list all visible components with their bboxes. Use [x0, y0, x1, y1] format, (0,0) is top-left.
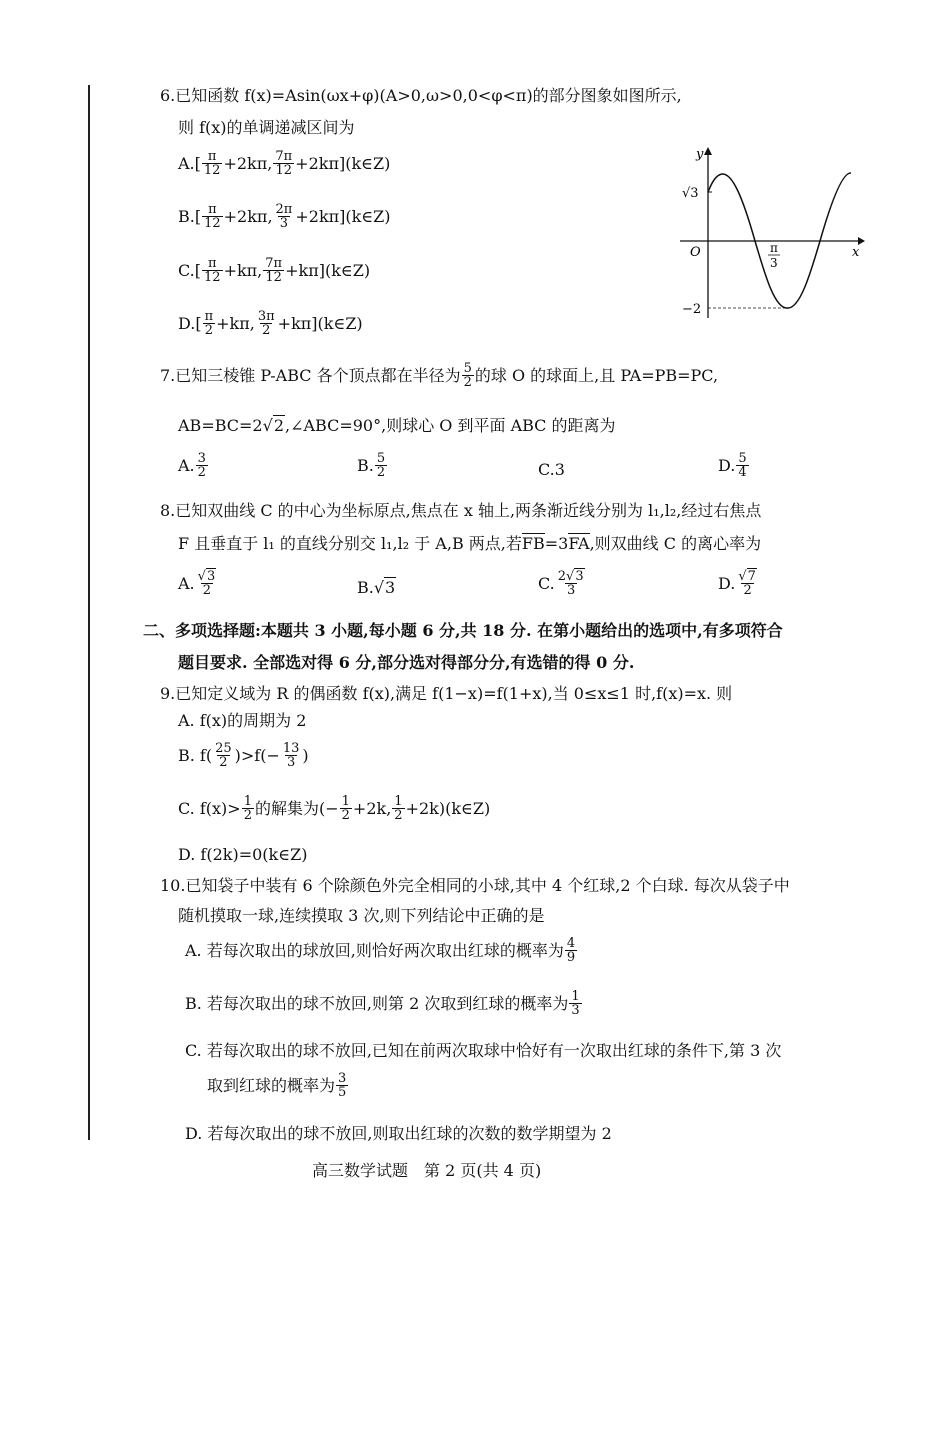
- x-tick-denominator: 3: [770, 256, 778, 270]
- radical: √3: [373, 578, 396, 597]
- fraction: [213, 742, 234, 769]
- q6-option-c: [178, 257, 370, 284]
- q9-option-b: [178, 742, 309, 769]
- q7-option-c: [538, 462, 565, 478]
- origin-label: O: [690, 245, 701, 260]
- text: +kπ](k∈Z): [285, 260, 371, 280]
- option-label: D.: [718, 573, 736, 593]
- denominator: 12: [204, 270, 221, 285]
- q9-option-d: D. f(2k)=0(k∈Z): [178, 845, 308, 864]
- text: ,则双曲线 C 的离心率为: [589, 534, 762, 553]
- q7-option-a: [178, 452, 209, 479]
- x-axis-arrow: [858, 237, 865, 245]
- fraction: [736, 452, 748, 479]
- denominator: 12: [275, 163, 293, 178]
- q8-option-a: [178, 570, 219, 597]
- q10-stem-line2: 随机摸取一球,连续摸取 3 次,则下列结论中正确的是: [178, 906, 545, 925]
- x-tick-numerator: π: [770, 241, 778, 255]
- text: 取到红球的概率为: [207, 1075, 336, 1095]
- option-label: C.: [538, 573, 555, 593]
- fraction: [569, 990, 581, 1017]
- option-label: A.: [178, 573, 195, 593]
- option-label: C.: [538, 460, 555, 479]
- q8-option-b: [357, 580, 396, 596]
- text: 7.已知三棱锥 P-ABC 各个顶点都在半径为: [160, 365, 461, 385]
- y-max-label: √3: [682, 186, 699, 201]
- numerator: π: [208, 202, 217, 217]
- numerator: 3π: [257, 309, 275, 324]
- denominator: 2: [743, 583, 752, 598]
- q6-option-a: [178, 150, 390, 177]
- numerator: 4: [566, 936, 576, 951]
- numerator: 3: [338, 1071, 347, 1086]
- fraction: [202, 150, 223, 177]
- bracket: [: [194, 206, 202, 226]
- option-label: A.: [178, 455, 195, 475]
- option-label: B.: [178, 206, 195, 226]
- q9-stem: 9.已知定义域为 R 的偶函数 f(x),满足 f(1−x)=f(1+x),当 0≤x≤1 时,f(x)=x. 则: [160, 684, 733, 703]
- denominator: 3: [286, 755, 296, 770]
- denominator: 2: [204, 323, 213, 338]
- denominator: 2: [202, 583, 212, 598]
- denominator: 2: [463, 375, 472, 390]
- q6-stem-line1: 6.已知函数 f(x)=Asin(ωx+φ)(A>0,ω>0,0<φ<π)的部分图象如图所示,: [160, 86, 682, 105]
- option-label: C.: [178, 260, 195, 280]
- denominator: 2: [394, 808, 403, 823]
- fraction: [565, 937, 577, 964]
- fraction: [202, 257, 223, 284]
- q10-option-c-line1: C. 若每次取出的球不放回,已知在前两次取球中恰好有一次取出红球的条件下,第 3 次: [185, 1041, 782, 1060]
- numerator: 7π: [265, 256, 283, 271]
- denominator: 2: [262, 323, 271, 338]
- y-axis-label: y: [696, 147, 704, 162]
- fraction: [202, 203, 223, 230]
- denominator: 2: [219, 755, 228, 770]
- numerator: π: [204, 309, 214, 324]
- bracket: [: [195, 313, 202, 333]
- text: B. f(: [178, 745, 213, 765]
- q8-option-c: [538, 570, 588, 597]
- fraction: [196, 570, 219, 597]
- option-label: D.: [718, 455, 736, 475]
- numerator: √7: [738, 569, 756, 584]
- numerator: 1: [394, 794, 403, 809]
- text: +2kπ,: [223, 153, 273, 173]
- fraction: [392, 795, 404, 822]
- q10-option-b: [185, 990, 583, 1017]
- fraction: [556, 570, 587, 597]
- text: F 且垂直于 l₁ 的直线分别交 l₁,l₂ 于 A,B 两点,若: [178, 534, 522, 553]
- q10-option-a: [185, 937, 578, 964]
- q7-stem-line1: [160, 362, 718, 389]
- numerator: 2√3: [557, 569, 584, 584]
- q10-option-c-line2: [207, 1072, 349, 1099]
- denominator: 3: [279, 216, 289, 231]
- fraction: [736, 570, 759, 597]
- numerator: 25: [215, 741, 232, 756]
- q6-option-b: [178, 203, 391, 230]
- bracket: [: [194, 153, 201, 173]
- y-min-label: −2: [682, 302, 702, 317]
- denominator: 12: [204, 216, 221, 231]
- radicand: 3: [206, 569, 216, 584]
- option-label: D.: [178, 313, 196, 333]
- numerator: 3: [197, 451, 206, 466]
- denominator: 3: [571, 1003, 580, 1018]
- numerator: 7π: [275, 149, 293, 164]
- option-label: B.: [357, 578, 374, 597]
- q7-stem-line2: [178, 418, 616, 434]
- q6-option-d: [178, 310, 363, 337]
- q8-option-d: [718, 570, 760, 597]
- numerator: 1: [341, 794, 350, 809]
- option-label: B.: [357, 455, 374, 475]
- q8-stem-line1: 8.已知双曲线 C 的中心为坐标原点,焦点在 x 轴上,两条渐近线分别为 l₁,l₂,经过右焦点: [160, 501, 762, 520]
- denominator: 3: [567, 583, 576, 598]
- text: =3: [544, 534, 569, 553]
- radical: √2: [262, 416, 284, 435]
- denominator: 9: [566, 950, 576, 965]
- fraction: [340, 795, 352, 822]
- denominator: 5: [338, 1085, 347, 1100]
- fraction: [263, 257, 284, 284]
- vector-fa: FA: [568, 534, 590, 553]
- page-footer: 高三数学试题 第 2 页(共 4 页): [312, 1161, 542, 1180]
- fraction: [281, 742, 302, 769]
- denominator: 12: [203, 163, 221, 178]
- text: A. 若每次取出的球放回,则恰好两次取出红球的概率为: [185, 940, 564, 960]
- numerator: 1: [243, 794, 252, 809]
- text: +2kπ,: [223, 206, 273, 226]
- option-value: 3: [554, 460, 565, 479]
- numerator: √3: [197, 569, 216, 584]
- fraction: [242, 795, 254, 822]
- q7-option-b: [357, 452, 388, 479]
- numerator: 2π: [275, 202, 293, 217]
- q9-option-c: [178, 795, 490, 822]
- vector-fb: FB: [521, 534, 545, 553]
- bracket: [: [194, 260, 202, 280]
- fraction: [375, 452, 387, 479]
- numerator: 1: [571, 989, 580, 1004]
- denominator: 12: [265, 270, 282, 285]
- q10-stem-line1: 10.已知袋子中装有 6 个除颜色外完全相同的小球,其中 4 个红球,2 个白球. 每次从袋子中: [160, 876, 790, 895]
- q7-option-d: [718, 452, 750, 479]
- text: +2k,: [352, 798, 392, 818]
- numerator: 13: [282, 741, 300, 756]
- q6-stem-line2: 则 f(x)的单调递减区间为: [178, 118, 355, 137]
- fraction: [273, 150, 294, 177]
- text: +kπ](k∈Z): [277, 313, 363, 333]
- text: 的解集为(−: [254, 798, 339, 818]
- text: C. f(x)>: [178, 798, 241, 818]
- denominator: 2: [243, 808, 252, 823]
- y-axis-arrow: [704, 147, 712, 155]
- section2-heading-line1: 二、多项选择题:本题共 3 小题,每小题 6 分,共 18 分. 在第小题给出的选项中,有多项符合: [143, 621, 783, 640]
- text: AB=BC=2: [178, 416, 263, 435]
- text: ,∠ABC=90°,则球心 O 到平面 ABC 的距离为: [285, 416, 616, 435]
- text: B. 若每次取出的球不放回,则第 2 次取到红球的概率为: [185, 993, 569, 1013]
- numerator: 5: [738, 451, 747, 466]
- x-axis-label: x: [852, 245, 860, 260]
- denominator: 2: [341, 808, 350, 823]
- radicand: 3: [575, 569, 584, 584]
- radicand: 7: [747, 569, 756, 584]
- q10-option-d: D. 若每次取出的球不放回,则取出红球的次数的数学期望为 2: [185, 1124, 612, 1143]
- fraction: [256, 310, 277, 337]
- text: )>f(−: [234, 745, 280, 765]
- numerator: π: [208, 256, 217, 271]
- coefficient: 2: [557, 569, 567, 584]
- fraction: [462, 362, 474, 389]
- denominator: 2: [197, 465, 206, 480]
- q8-stem-line2: [178, 536, 761, 552]
- text: +kπ,: [223, 260, 263, 280]
- numerator: 5: [463, 361, 472, 376]
- fraction: [274, 203, 295, 230]
- fraction: [203, 310, 216, 337]
- fraction: [336, 1072, 348, 1099]
- text: 的球 O 的球面上,且 PA=PB=PC,: [474, 365, 719, 385]
- denominator: 4: [738, 465, 747, 480]
- margin-rule: [88, 85, 90, 1140]
- radicand: 3: [385, 578, 396, 597]
- numerator: π: [207, 149, 217, 164]
- q6-sine-graph: [670, 140, 870, 325]
- text: ): [302, 745, 309, 765]
- text: +2k)(k∈Z): [405, 798, 491, 818]
- denominator: 2: [376, 465, 386, 480]
- text: +kπ,: [216, 313, 255, 333]
- text: +2kπ](k∈Z): [295, 153, 391, 173]
- fraction: [196, 452, 208, 479]
- text: +2kπ](k∈Z): [295, 206, 391, 226]
- section2-heading-line2: 题目要求. 全部选对得 6 分,部分选对得部分分,有选错的得 0 分.: [178, 653, 635, 672]
- radicand: 2: [273, 416, 284, 435]
- option-label: A.: [178, 153, 195, 173]
- q9-option-a: A. f(x)的周期为 2: [178, 711, 307, 730]
- numerator: 5: [376, 451, 386, 466]
